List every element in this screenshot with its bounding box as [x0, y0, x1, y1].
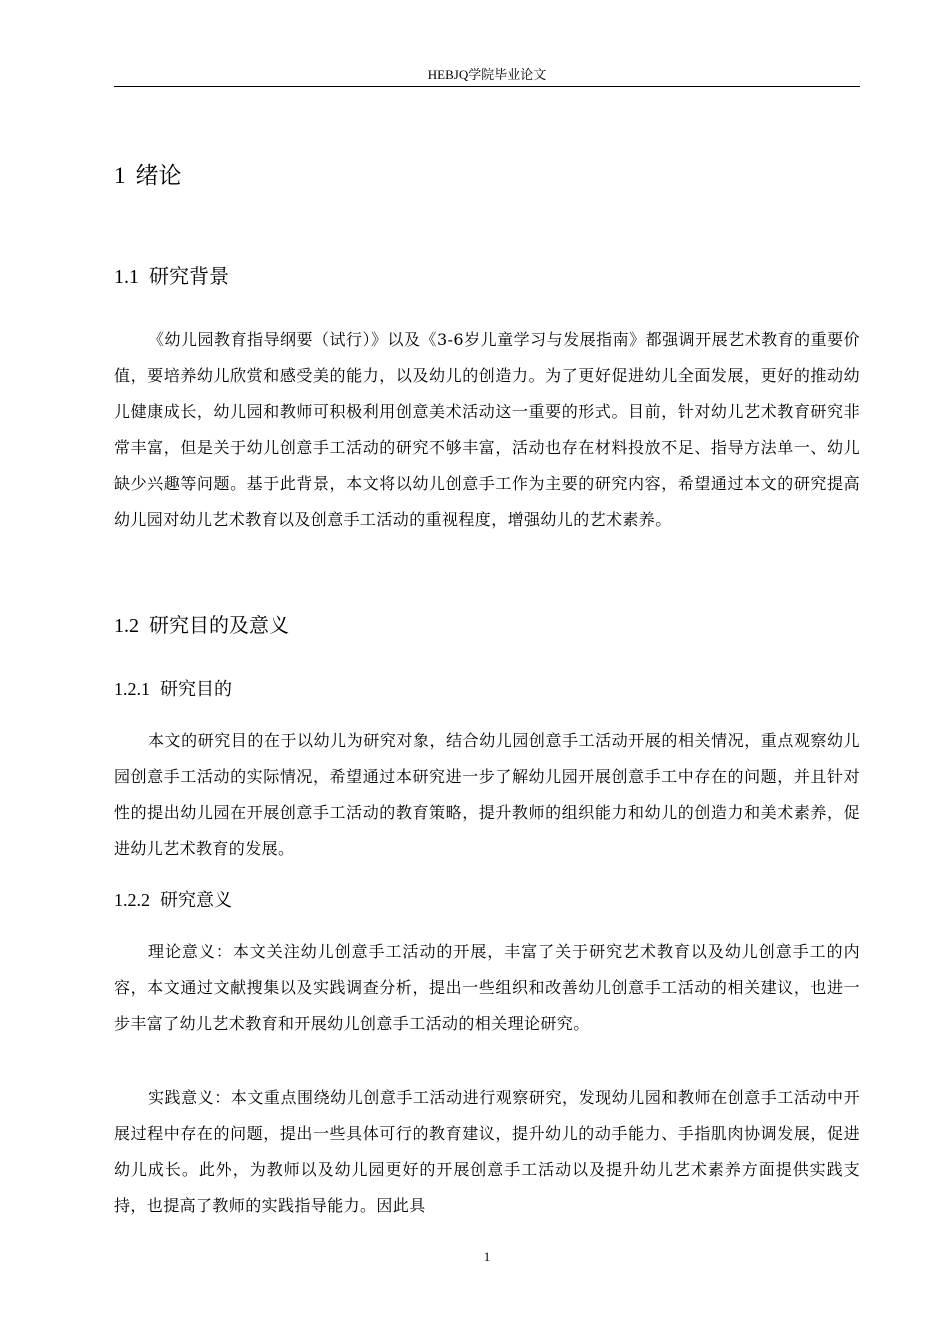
- subsection-number: 1.2.2: [114, 890, 150, 910]
- chapter-title: 绪论: [135, 163, 182, 189]
- paragraph-background: 《幼儿园教育指导纲要（试行）》以及《3-6岁儿童学习与发展指南》都强调开展艺术教育的重要价值，要培养幼儿欣赏和感受美的能力，以及幼儿的创造力。为了更好促进幼儿全面发展，更好的推动幼儿健康成长，幼儿园和教师可积极利用创意美术活动这一重要的形式。目前，针对幼儿艺术教育研究非常丰富，但是关于幼儿创意手工活动的研究不够丰富，活动也存在材料投放不足、指导方法单一、幼儿缺少兴趣等问题。基于此背景，本文将以幼儿创意手工作为主要的研究内容，希望通过本文的研究提高幼儿园对幼儿艺术教育以及创意手工活动的重视程度，增强幼儿的艺术素养。: [114, 330, 860, 529]
- paragraph-practical-significance: 实践意义：本文重点围绕幼儿创意手工活动进行观察研究，发现幼儿园和教师在创意手工活动中开展过程中存在的问题，提出一些具体可行的教育建议，提升幼儿的动手能力、手指肌肉协调发展，促进幼儿成长。此外，为教师以及幼儿园更好的开展创意手工活动以及提升幼儿艺术素养方面提供实践支持，也提高了教师的实践指导能力。因此具: [114, 1088, 860, 1215]
- subsection-title: 研究意义: [160, 890, 232, 911]
- section-heading-1-1: [114, 261, 229, 292]
- subsection-heading-1-2-2: [114, 886, 232, 915]
- chapter-heading: [114, 160, 182, 192]
- section-number: 1.1: [114, 266, 139, 288]
- page-number: 1: [483, 1249, 491, 1264]
- page-header: HEBJQ学院毕业论文: [427, 67, 547, 82]
- section-number: 1.2: [114, 615, 139, 637]
- section-heading-1-2: [114, 610, 289, 641]
- chapter-number: 1: [114, 163, 126, 188]
- paragraph-theoretical-significance: 理论意义：本文关注幼儿创意手工活动的开展，丰富了关于研究艺术教育以及幼儿创意手工的内容，本文通过文献搜集以及实践调查分析，提出一些组织和改善幼儿创意手工活动的相关建议，也进一步丰富了幼儿艺术教育和开展幼儿创意手工活动的相关理论研究。: [114, 942, 860, 1033]
- subsection-heading-1-2-1: [114, 675, 232, 704]
- paragraph-purpose: 本文的研究目的在于以幼儿为研究对象，结合幼儿园创意手工活动开展的相关情况，重点观察幼儿园创意手工活动的实际情况，希望通过本研究进一步了解幼儿园开展创意手工中存在的问题，并且针对性的提出幼儿园在开展创意手工活动的教育策略，提升教师的组织能力和幼儿的创造力和美术素养，促进幼儿艺术教育的发展。: [114, 731, 860, 858]
- header-rule: [114, 86, 860, 87]
- section-title: 研究背景: [149, 264, 229, 288]
- subsection-number: 1.2.1: [114, 679, 150, 699]
- subsection-title: 研究目的: [160, 679, 232, 700]
- section-title: 研究目的及意义: [149, 613, 289, 637]
